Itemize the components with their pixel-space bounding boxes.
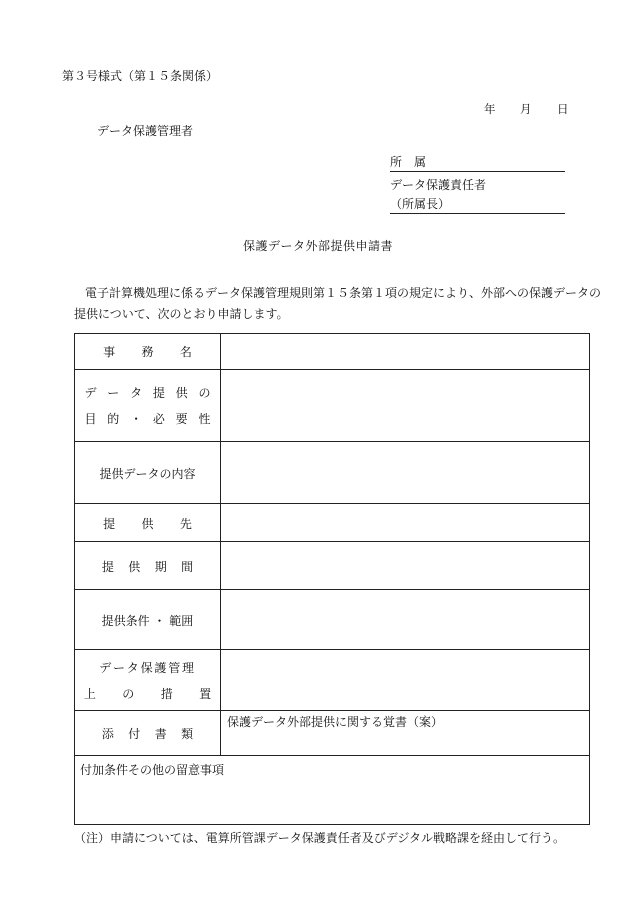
- footnote: （注）申請については、電算所管課データ保護責任者及びデジタル戦略課を経由して行う。: [74, 831, 566, 845]
- row-business-name: [75, 334, 589, 369]
- date-day: 日: [557, 102, 569, 116]
- row-measures: [75, 649, 589, 711]
- date-month: 月: [520, 102, 532, 116]
- row-conditions: [75, 589, 589, 650]
- row-recipient: [75, 503, 589, 542]
- field-conditions[interactable]: [220, 590, 589, 650]
- label-content: 提供データの内容: [75, 442, 221, 504]
- application-table: [74, 333, 590, 825]
- field-content[interactable]: [220, 442, 589, 504]
- label-purpose: データ提供の 目的・必要性: [75, 370, 221, 442]
- label-notes: 付加条件その他の留意事項: [80, 763, 225, 777]
- body-line-2: 提供について、次のとおり申請します。: [74, 307, 289, 321]
- body-line-1: 電子計算機処理に係るデータ保護管理規則第１５条第１項の規定により、外部への保護データの: [85, 286, 602, 300]
- document-title: 保護データ外部提供申請書: [243, 239, 394, 253]
- head-line: [390, 195, 565, 214]
- label-period: 提供期間: [75, 542, 221, 590]
- row-content: [75, 441, 589, 504]
- date-year: 年: [484, 102, 496, 116]
- field-purpose[interactable]: [220, 370, 589, 442]
- label-conditions: 提供条件 ・ 範囲: [75, 590, 221, 650]
- field-attachments[interactable]: [220, 711, 589, 756]
- form-number: 第３号様式（第１５条関係）: [62, 69, 219, 83]
- label-attachments: 添付書類: [75, 711, 221, 756]
- affiliation-line: [390, 153, 565, 172]
- field-measures[interactable]: [220, 650, 589, 711]
- officer-label: データ保護責任者: [390, 178, 487, 192]
- row-period: [75, 541, 589, 590]
- attachments-value: 保護データ外部提供に関する覚書（案）: [227, 715, 444, 729]
- row-purpose: [75, 369, 589, 442]
- field-period[interactable]: [220, 542, 589, 590]
- field-business-name[interactable]: [220, 334, 589, 369]
- row-notes: [75, 755, 589, 826]
- addressee: データ保護管理者: [97, 124, 194, 138]
- row-attachments: [75, 710, 589, 756]
- label-measures: データ保護管理 上の措置: [75, 650, 221, 711]
- affiliation-label: 所 属: [390, 155, 427, 169]
- field-recipient[interactable]: [220, 504, 589, 542]
- head-label: （所属長）: [390, 197, 451, 211]
- label-recipient: 提供先: [75, 504, 221, 542]
- label-business-name: 事務名: [75, 334, 221, 369]
